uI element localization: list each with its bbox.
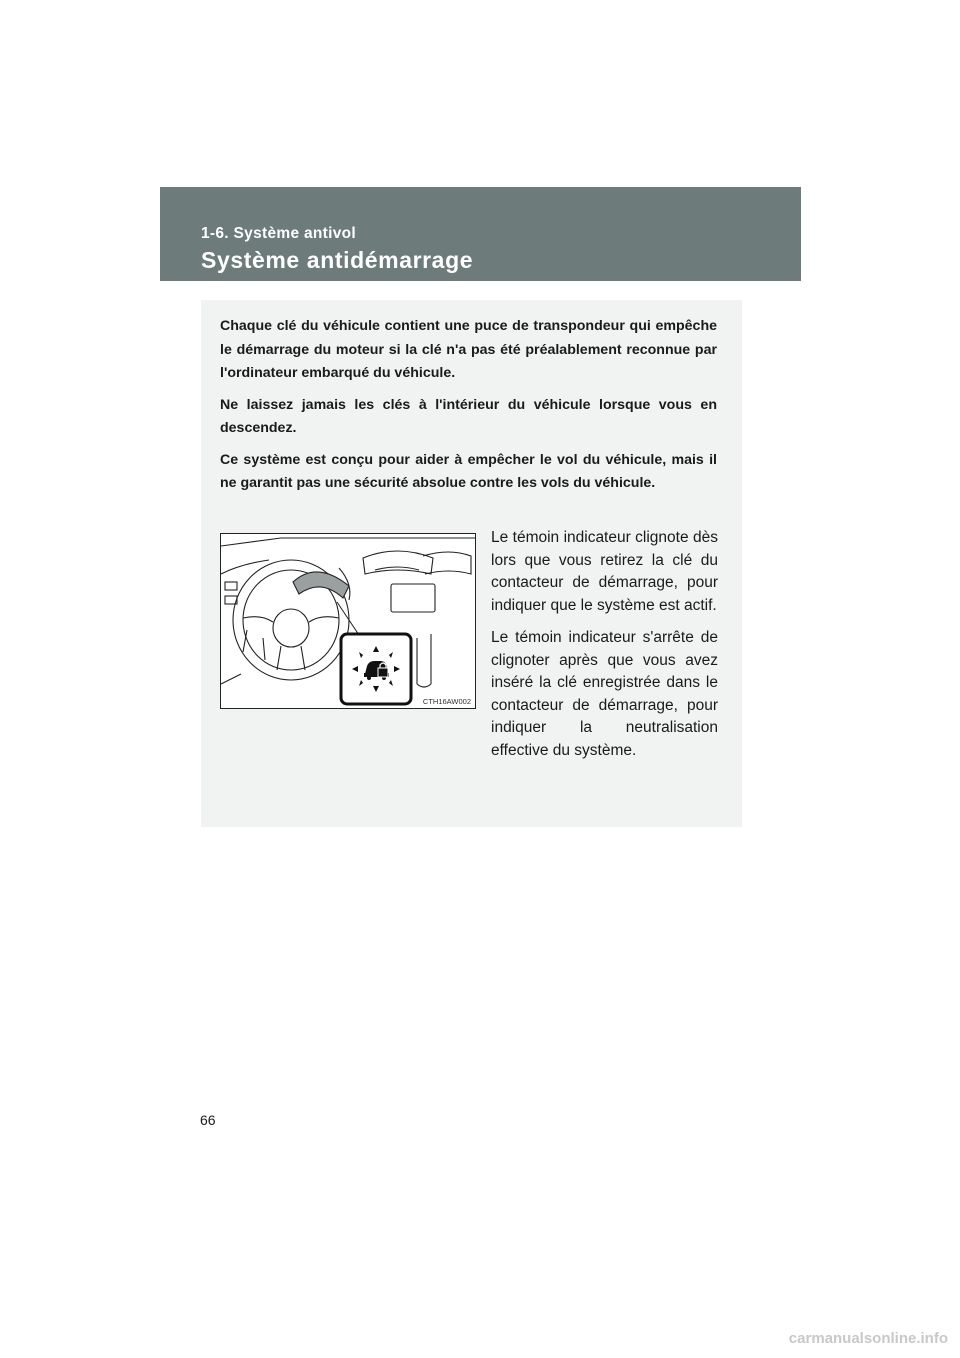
section-header — [160, 187, 801, 281]
page-number: 66 — [200, 1112, 216, 1128]
intro-text — [220, 315, 717, 504]
dashboard-illustration — [220, 533, 476, 709]
section-label: 1-6. Système antivol — [201, 225, 357, 242]
intro-paragraph: Chaque clé du véhicule contient une puce de transpondeur qui empêche le démarrage du moteur si la clé n'a pas été préalablement reconnue par l'ordinateur embarqué du véhicule. — [220, 318, 717, 381]
watermark: carmanualsonline.info — [788, 1330, 948, 1347]
indicator-description — [491, 527, 718, 772]
intro-paragraph: Ne laissez jamais les clés à l'intérieur du véhicule lorsque vous en descendez. — [220, 396, 717, 436]
dashboard-drawing — [221, 534, 475, 708]
description-paragraph: Le témoin indicateur s'arrête de clignoter après que vous avez inséré la clé enregistrée dans le contacteur de démarrage, pour indiquer la neutralisation effective du système. — [491, 629, 718, 759]
page-title: Système antidémarrage — [201, 247, 474, 273]
info-panel — [201, 300, 742, 827]
figure-code: CTH16AW002 — [422, 697, 471, 706]
intro-paragraph: Ce système est conçu pour aider à empêcher le vol du véhicule, mais il ne garantit pas une sécurité absolue contre les vols du véhicule. — [220, 451, 717, 491]
description-paragraph: Le témoin indicateur clignote dès lors que vous retirez la clé du contacteur de démarrage, pour indiquer que le système est actif. — [491, 529, 718, 614]
